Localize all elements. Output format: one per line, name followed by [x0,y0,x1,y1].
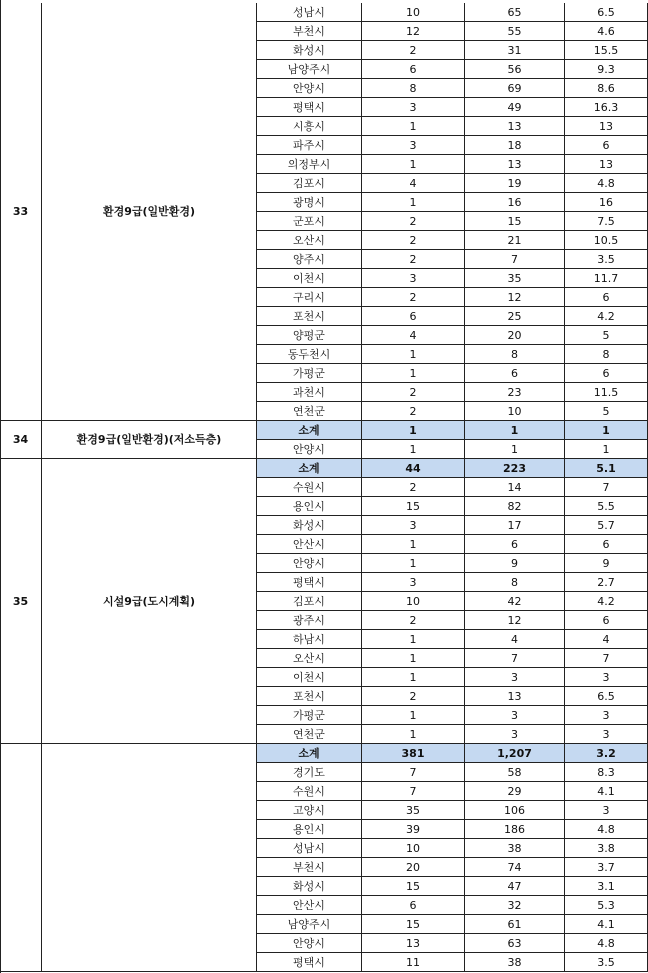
value-b: 13 [465,117,565,136]
value-a: 13 [362,934,465,953]
value-a: 2 [362,41,465,60]
value-c: 6 [565,288,648,307]
value-c: 4.8 [565,174,648,193]
value-a: 1 [362,535,465,554]
value-a: 2 [362,383,465,402]
region-name: 양평군 [257,326,362,345]
value-c: 5.5 [565,497,648,516]
value-b: 29 [465,782,565,801]
value-b: 1 [465,440,565,459]
region-name: 평택시 [257,573,362,592]
region-name: 남양주시 [257,915,362,934]
value-c: 3.5 [565,250,648,269]
value-b: 13 [465,687,565,706]
value-a: 39 [362,820,465,839]
value-a: 7 [362,763,465,782]
value-b: 18 [465,136,565,155]
region-name: 오산시 [257,231,362,250]
region-name: 안산시 [257,535,362,554]
region-name: 부천시 [257,858,362,877]
value-c: 10.5 [565,231,648,250]
region-name: 평택시 [257,98,362,117]
value-a: 2 [362,611,465,630]
value-a: 15 [362,877,465,896]
value-a: 3 [362,516,465,535]
value-a: 10 [362,839,465,858]
value-b: 3 [465,725,565,744]
value-b: 12 [465,288,565,307]
region-name: 이천시 [257,269,362,288]
region-name: 과천시 [257,383,362,402]
value-a: 15 [362,497,465,516]
value-b: 32 [465,896,565,915]
region-name: 용인시 [257,820,362,839]
region-name: 의정부시 [257,155,362,174]
region-name: 남양주시 [257,60,362,79]
region-name: 수원시 [257,478,362,497]
group-title: 시설9급(도시계획) [42,459,257,744]
value-a: 381 [362,744,465,763]
region-name: 가평군 [257,364,362,383]
value-b: 38 [465,953,565,972]
value-b: 15 [465,212,565,231]
value-a: 4 [362,174,465,193]
value-c: 8.3 [565,763,648,782]
value-b: 1,207 [465,744,565,763]
value-a: 3 [362,136,465,155]
value-c: 6 [565,136,648,155]
region-name: 김포시 [257,592,362,611]
value-b: 186 [465,820,565,839]
region-name: 부천시 [257,22,362,41]
value-c: 6 [565,364,648,383]
value-a: 1 [362,630,465,649]
value-c: 16 [565,193,648,212]
region-name: 포천시 [257,687,362,706]
value-a: 35 [362,801,465,820]
value-a: 1 [362,649,465,668]
value-c: 9.3 [565,60,648,79]
value-b: 19 [465,174,565,193]
value-c: 16.3 [565,98,648,117]
value-c: 3 [565,706,648,725]
value-b: 23 [465,383,565,402]
group-title [42,744,257,972]
value-c: 3 [565,668,648,687]
value-b: 38 [465,839,565,858]
subtotal-label: 소계 [257,459,362,478]
value-b: 14 [465,478,565,497]
value-a: 10 [362,3,465,22]
region-name: 성남시 [257,839,362,858]
value-b: 8 [465,573,565,592]
value-b: 65 [465,3,565,22]
value-a: 12 [362,22,465,41]
value-a: 6 [362,60,465,79]
value-b: 10 [465,402,565,421]
value-b: 17 [465,516,565,535]
region-name: 오산시 [257,649,362,668]
value-b: 223 [465,459,565,478]
value-c: 4.1 [565,915,648,934]
value-c: 8 [565,345,648,364]
value-b: 69 [465,79,565,98]
value-b: 4 [465,630,565,649]
value-a: 2 [362,687,465,706]
region-name: 광명시 [257,193,362,212]
region-name: 고양시 [257,801,362,820]
value-b: 13 [465,155,565,174]
region-name: 광주시 [257,611,362,630]
region-name: 이천시 [257,668,362,687]
value-b: 12 [465,611,565,630]
region-name: 김포시 [257,174,362,193]
value-b: 35 [465,269,565,288]
region-name: 연천군 [257,402,362,421]
value-a: 1 [362,554,465,573]
value-c: 7.5 [565,212,648,231]
value-b: 6 [465,535,565,554]
value-a: 1 [362,668,465,687]
group-number: 35 [0,459,42,744]
group-title: 환경9급(일반환경)(저소득층) [42,421,257,459]
value-c: 4.6 [565,22,648,41]
value-a: 2 [362,288,465,307]
value-c: 3 [565,801,648,820]
region-name: 시흥시 [257,117,362,136]
value-a: 8 [362,79,465,98]
value-a: 1 [362,345,465,364]
value-a: 3 [362,269,465,288]
value-a: 1 [362,117,465,136]
region-name: 평택시 [257,953,362,972]
value-b: 1 [465,421,565,440]
subtotal-label: 소계 [257,421,362,440]
value-c: 6.5 [565,687,648,706]
region-name: 용인시 [257,497,362,516]
value-b: 106 [465,801,565,820]
region-name: 화성시 [257,516,362,535]
value-b: 21 [465,231,565,250]
value-b: 49 [465,98,565,117]
value-c: 9 [565,554,648,573]
region-name: 안양시 [257,79,362,98]
value-c: 5.7 [565,516,648,535]
group-number: 33 [0,3,42,421]
region-name: 군포시 [257,212,362,231]
value-a: 1 [362,364,465,383]
value-a: 3 [362,573,465,592]
region-name: 연천군 [257,725,362,744]
value-b: 7 [465,649,565,668]
value-c: 4.2 [565,592,648,611]
value-b: 63 [465,934,565,953]
value-c: 7 [565,478,648,497]
value-a: 2 [362,212,465,231]
region-name: 구리시 [257,288,362,307]
value-a: 11 [362,953,465,972]
value-c: 5.3 [565,896,648,915]
region-name: 경기도 [257,763,362,782]
value-b: 16 [465,193,565,212]
region-name: 안양시 [257,934,362,953]
value-b: 3 [465,706,565,725]
value-c: 13 [565,117,648,136]
value-a: 2 [362,402,465,421]
value-b: 56 [465,60,565,79]
value-b: 20 [465,326,565,345]
group-title: 환경9급(일반환경) [42,3,257,421]
region-name: 안양시 [257,554,362,573]
value-c: 3.7 [565,858,648,877]
value-a: 1 [362,725,465,744]
value-a: 1 [362,421,465,440]
value-b: 47 [465,877,565,896]
value-b: 74 [465,858,565,877]
value-c: 7 [565,649,648,668]
value-a: 1 [362,155,465,174]
value-c: 3.5 [565,953,648,972]
value-a: 20 [362,858,465,877]
value-a: 7 [362,782,465,801]
value-a: 1 [362,193,465,212]
value-c: 15.5 [565,41,648,60]
value-c: 5 [565,326,648,345]
value-b: 31 [465,41,565,60]
value-c: 4.1 [565,782,648,801]
value-c: 6.5 [565,3,648,22]
value-c: 6 [565,535,648,554]
value-b: 7 [465,250,565,269]
region-name: 가평군 [257,706,362,725]
value-c: 4.8 [565,934,648,953]
region-name: 동두천시 [257,345,362,364]
group-number [0,744,42,972]
value-c: 1 [565,421,648,440]
value-c: 5.1 [565,459,648,478]
region-name: 양주시 [257,250,362,269]
value-b: 6 [465,364,565,383]
value-a: 10 [362,592,465,611]
value-c: 5 [565,402,648,421]
value-a: 15 [362,915,465,934]
value-a: 3 [362,98,465,117]
value-c: 4.2 [565,307,648,326]
value-c: 11.5 [565,383,648,402]
value-c: 3.1 [565,877,648,896]
value-c: 13 [565,155,648,174]
region-name: 안산시 [257,896,362,915]
value-c: 4.8 [565,820,648,839]
region-name: 성남시 [257,3,362,22]
value-c: 1 [565,440,648,459]
value-b: 61 [465,915,565,934]
region-name: 화성시 [257,877,362,896]
value-a: 2 [362,231,465,250]
value-a: 6 [362,307,465,326]
value-c: 3.8 [565,839,648,858]
value-a: 1 [362,440,465,459]
region-name: 포천시 [257,307,362,326]
value-b: 25 [465,307,565,326]
value-c: 4 [565,630,648,649]
subtotal-label: 소계 [257,744,362,763]
value-b: 58 [465,763,565,782]
value-c: 3.2 [565,744,648,763]
region-name: 수원시 [257,782,362,801]
value-b: 55 [465,22,565,41]
group-number: 34 [0,421,42,459]
value-a: 2 [362,250,465,269]
value-b: 8 [465,345,565,364]
value-c: 11.7 [565,269,648,288]
value-b: 3 [465,668,565,687]
value-b: 9 [465,554,565,573]
value-a: 6 [362,896,465,915]
region-name: 파주시 [257,136,362,155]
region-name: 안양시 [257,440,362,459]
region-name: 하남시 [257,630,362,649]
value-a: 1 [362,706,465,725]
value-c: 2.7 [565,573,648,592]
value-a: 44 [362,459,465,478]
value-a: 4 [362,326,465,345]
value-c: 3 [565,725,648,744]
value-c: 6 [565,611,648,630]
region-name: 화성시 [257,41,362,60]
value-b: 42 [465,592,565,611]
value-a: 2 [362,478,465,497]
value-c: 8.6 [565,79,648,98]
value-b: 82 [465,497,565,516]
